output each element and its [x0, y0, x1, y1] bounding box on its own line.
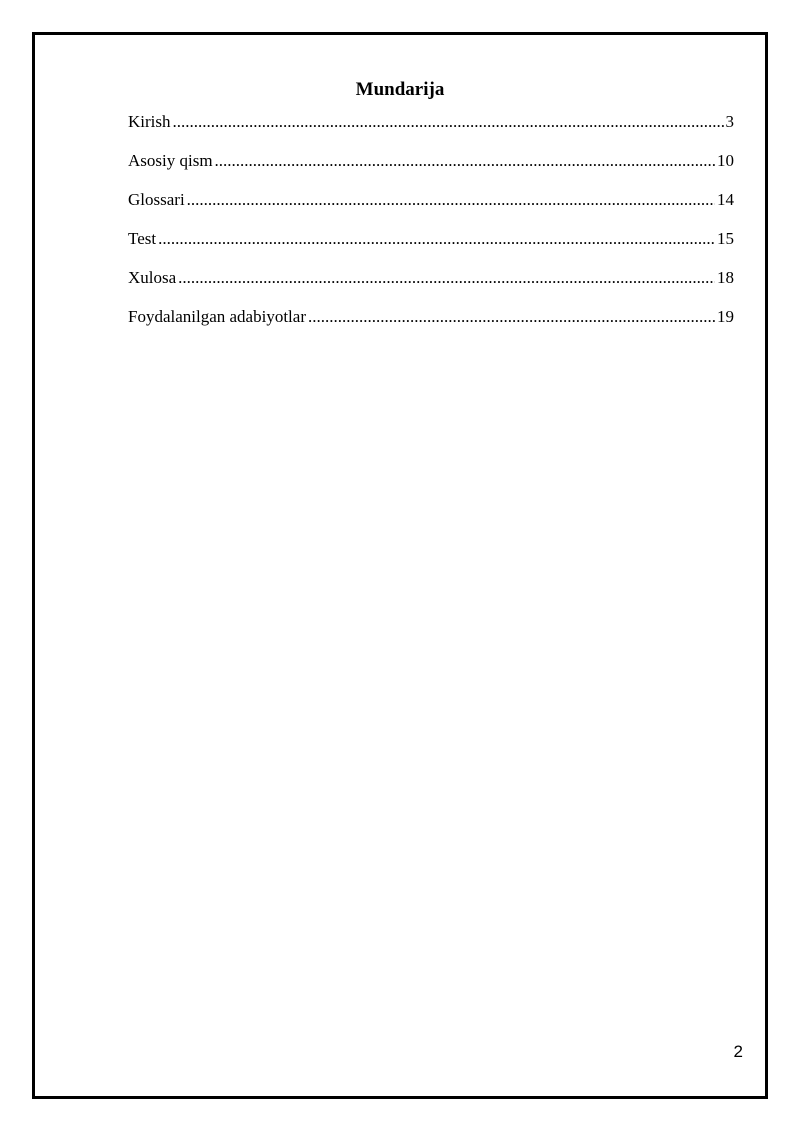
- toc-entry-test[interactable]: [128, 228, 734, 267]
- toc-entry-foydalanilgan-adabiyotlar[interactable]: [128, 306, 734, 345]
- dot-leader: [215, 150, 715, 172]
- dot-leader: [187, 189, 715, 211]
- toc-entry-label: Foydalanilgan adabiyotlar: [128, 307, 306, 326]
- toc-entry-page: 15: [717, 229, 734, 248]
- toc-entry-page: 19: [717, 307, 734, 326]
- toc-entry-page: 10: [717, 151, 734, 170]
- toc-entry-label: Glossari: [128, 190, 185, 209]
- dot-leader: [173, 111, 724, 133]
- dot-leader: [308, 306, 715, 328]
- toc-entry-label: Asosiy qism: [128, 151, 213, 170]
- toc-title: Mundarija: [355, 79, 445, 100]
- toc-entry-page: 3: [725, 112, 734, 131]
- toc-entry-page: 14: [717, 190, 734, 209]
- toc-entry-label: Test: [128, 229, 157, 248]
- dot-leader: [158, 228, 715, 250]
- dot-leader: [178, 267, 715, 289]
- page-frame: [32, 32, 768, 1099]
- toc-entry-label: Xulosa: [128, 268, 177, 287]
- toc-entry-label: Kirish: [128, 112, 171, 131]
- toc-entry-asosiy-qism[interactable]: [128, 150, 734, 189]
- toc-entry-glossari[interactable]: [128, 189, 734, 228]
- toc-entry-page: 18: [717, 268, 734, 287]
- page-number: 2: [733, 1042, 743, 1061]
- toc-entry-xulosa[interactable]: [128, 267, 734, 306]
- toc-entry-kirish[interactable]: [128, 111, 734, 150]
- table-of-contents: [128, 111, 734, 345]
